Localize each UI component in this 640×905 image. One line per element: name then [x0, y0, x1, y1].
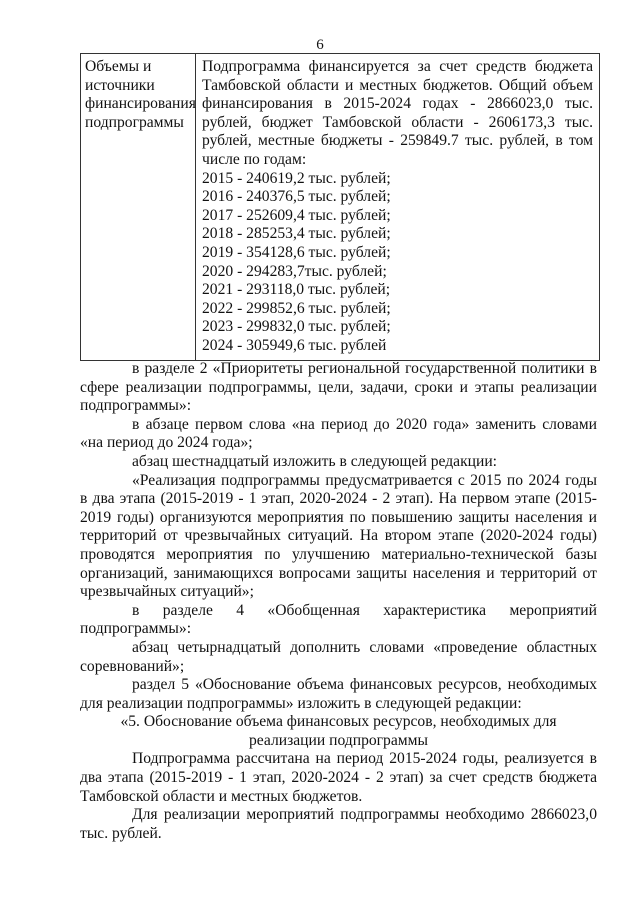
financing-table: [80, 53, 600, 361]
paragraph-first-abzac: в абзаце первом слова «на период до 2020 года» заменить словами «на период до 2024 года»;: [80, 415, 597, 452]
table-row: [81, 54, 600, 361]
paragraph-section2: в разделе 2 «Приоритеты региональной государственной политики в сфере реализации подпрограммы, цели, задачи, сроки и этапы реализации подпрограммы»:: [80, 360, 597, 415]
year-item: 2018 - 285253,4 тыс. рублей;: [202, 225, 391, 243]
paragraph-sixteenth-abzac: абзац шестнадцатый изложить в следующей редакции:: [132, 452, 498, 470]
year-item: 2019 - 354128,6 тыс. рублей;: [202, 243, 391, 261]
paragraph-period: Подпрограмма рассчитана на период 2015-2024 годы, реализуется в два этапа (2015-2019 - 1 этап, 2020-2024 - 2 этап) за счет средств бюджета Тамбовской области и местных бюджетов.: [80, 750, 597, 805]
table-label-cell: Объемы и источники финансирования подпрограммы: [81, 54, 196, 361]
document-body: [80, 360, 597, 843]
year-item: 2023 - 299832,0 тыс. рублей;: [202, 318, 391, 336]
year-item: 2024 - 305949,6 тыс. рублей: [202, 336, 387, 354]
paragraph-implementation-quote: «Реализация подпрограммы предусматривается с 2015 по 2024 годы в два этапа (2015-2019 - 1 этап, 2020-2024 - 2 этап). На первом этапе (2015-2019 годы) организуются мероприятия по повышению защиты населения и территорий от чрезвычайных ситуаций. На втором этапе (2020-2024 годы) проводятся мероприятия по улучшению материально-технической базы организаций, занимающихся вопросами защиты населения и территорий от чрезвычайных ситуаций»;: [80, 471, 597, 601]
section5-heading-line2: реализации подпрограммы: [248, 731, 428, 749]
section5-heading-line1: «5. Обоснование объема финансовых ресурсов, необходимых для: [120, 713, 557, 731]
year-item: 2022 - 299852,6 тыс. рублей;: [202, 299, 391, 317]
year-item: 2015 - 240619,2 тыс. рублей;: [202, 169, 391, 187]
page-number: 6: [316, 37, 324, 53]
table-content-cell: [196, 54, 600, 361]
paragraph-funding-needed: Для реализации мероприятий подпрограммы необходимо 2866023,0 тыс. рублей.: [80, 806, 597, 842]
paragraph-fourteenth-abzac: абзац четырнадцатый дополнить словами «проведение областных соревнований»;: [80, 638, 597, 675]
year-item: 2021 - 293118,0 тыс. рублей;: [202, 281, 391, 299]
year-item: 2017 - 252609,4 тыс. рублей;: [202, 206, 391, 224]
year-list: [202, 170, 593, 356]
paragraph-section5: раздел 5 «Обоснование объема финансовых ресурсов, необходимых для реализации подпрограммы» изложить в следующей редакции:: [80, 676, 597, 712]
paragraph-section4: в разделе 4 «Обобщенная характеристика мероприятий подпрограммы»:: [80, 601, 597, 638]
year-item: 2016 - 240376,5 тыс. рублей;: [202, 188, 391, 206]
financing-description: Подпрограмма финансируется за счет средств бюджета Тамбовской области и местных бюджетов. Общий объем финансирования в 2015-2024 годах - 2866023,0 тыс. рублей, бюджет Тамбовской области - 2606173,3 тыс. рублей, местные бюджеты - 259849.7 тыс. рублей, в том числе по годам:: [202, 58, 593, 168]
year-item: 2020 - 294283,7тыс. рублей;: [202, 262, 387, 280]
